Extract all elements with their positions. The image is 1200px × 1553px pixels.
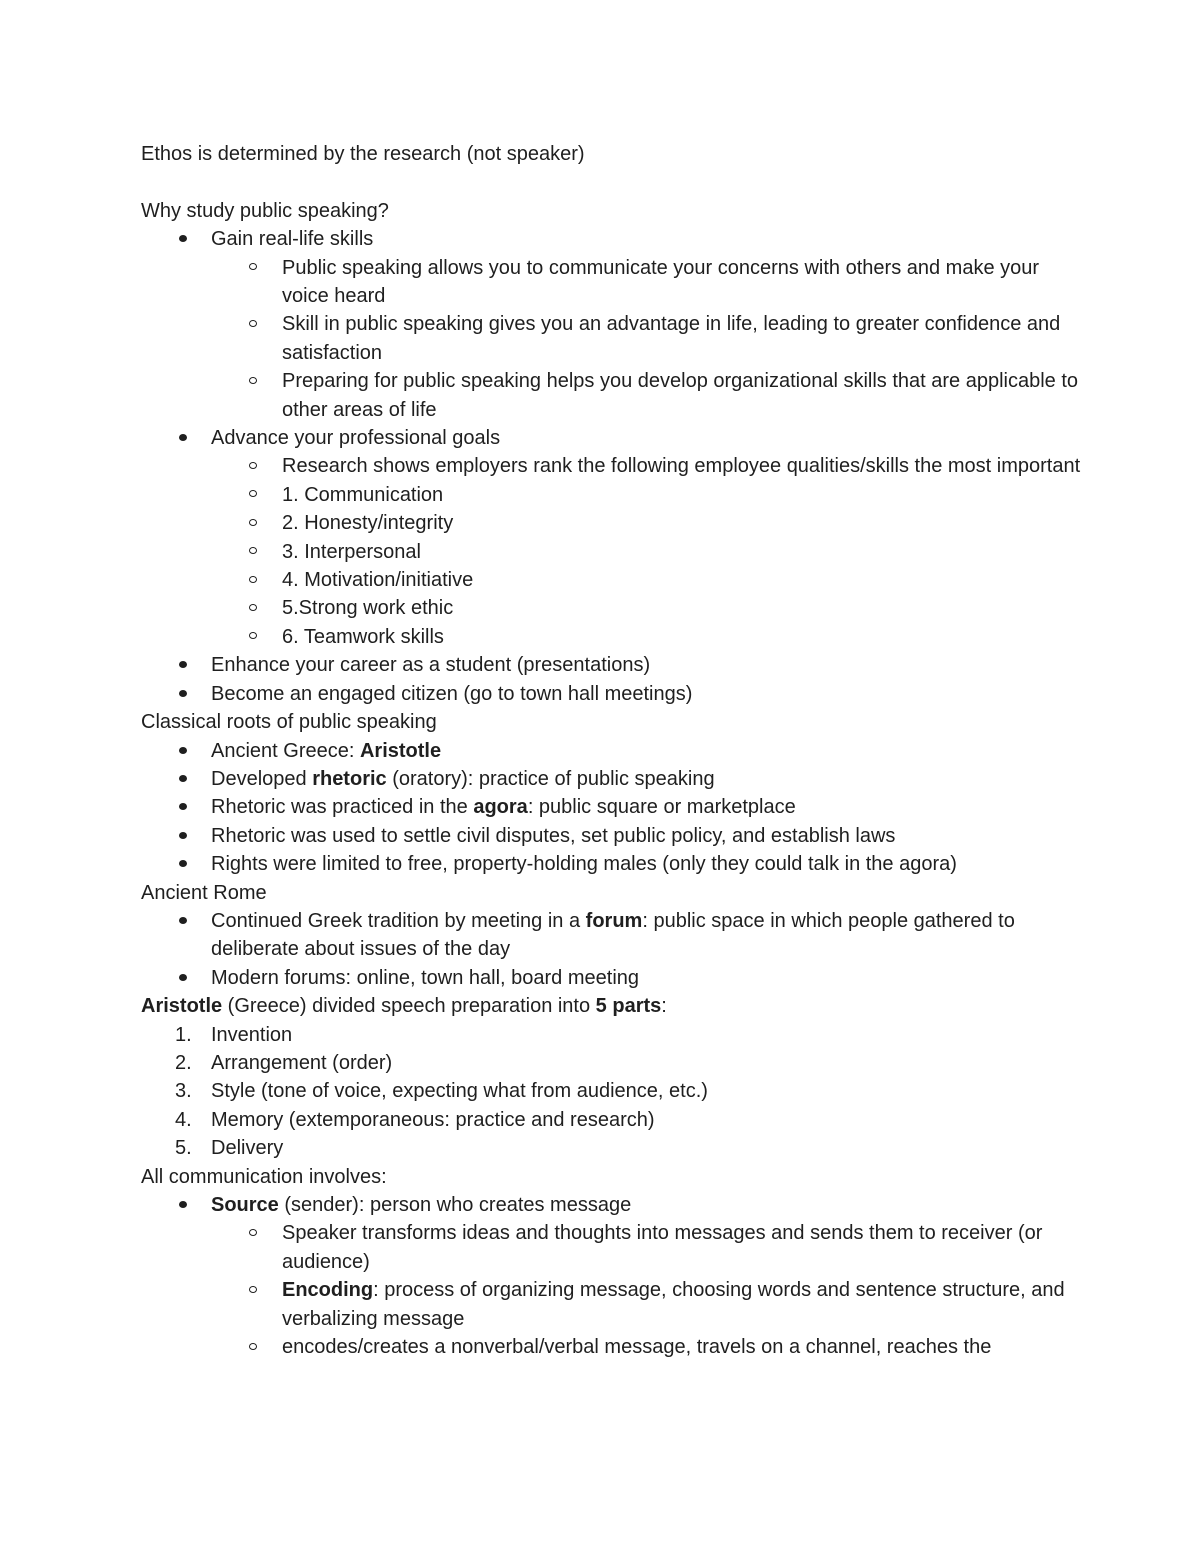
bullet-icon	[179, 434, 187, 441]
list-item: 1. Communication	[141, 481, 1081, 509]
circle-bullet-icon	[249, 519, 257, 526]
list-item: Skill in public speaking gives you an advantage in life, leading to greater confidence and satisfaction	[141, 310, 1081, 367]
list-item: Research shows employers rank the following employee qualities/skills the most important	[141, 452, 1081, 480]
circle-bullet-icon	[249, 1343, 257, 1350]
list-item: Encoding: process of organizing message, choosing words and sentence structure, and verbalizing message	[141, 1276, 1081, 1333]
circle-bullet-icon	[249, 632, 257, 639]
list-item: Modern forums: online, town hall, board meeting	[141, 964, 1081, 992]
bullet-icon	[179, 690, 187, 697]
bullet-icon	[179, 235, 187, 242]
list-item: Advance your professional goals	[141, 424, 1081, 452]
list-item: Become an engaged citizen (go to town hall meetings)	[141, 680, 1081, 708]
numbered-item: 1. Invention	[175, 1023, 293, 1046]
bullet-icon	[179, 661, 187, 668]
list-item: encodes/creates a nonverbal/verbal message, travels on a channel, reaches the	[141, 1333, 1081, 1361]
list-item: Preparing for public speaking helps you develop organizational skills that are applicable to other areas of life	[141, 367, 1081, 424]
bullet-icon	[179, 917, 187, 924]
list-item: 3. Interpersonal	[141, 538, 1081, 566]
rome-heading: Ancient Rome	[141, 881, 267, 904]
list-item: Gain real-life skills	[141, 225, 1081, 253]
circle-bullet-icon	[249, 263, 257, 270]
list-item: Rights were limited to free, property-holding males (only they could talk in the agora)	[141, 850, 1081, 878]
list-item: Public speaking allows you to communicate your concerns with others and make your voice heard	[141, 254, 1081, 311]
numbered-item: 3. Style (tone of voice, expecting what from audience, etc.)	[175, 1080, 708, 1103]
bullet-icon	[179, 775, 187, 782]
circle-bullet-icon	[249, 377, 257, 384]
bullet-icon	[179, 832, 187, 839]
list-item: 5.Strong work ethic	[141, 594, 1081, 622]
bullet-icon	[179, 747, 187, 754]
circle-bullet-icon	[249, 462, 257, 469]
numbered-item: 5. Delivery	[175, 1137, 284, 1160]
list-item: 4. Motivation/initiative	[141, 566, 1081, 594]
numbered-item: 4. Memory (extemporaneous: practice and research)	[175, 1108, 655, 1131]
list-item: Continued Greek tradition by meeting in a forum: public space in which people gathered to deliberate about issues of the day	[141, 907, 1081, 964]
circle-bullet-icon	[249, 604, 257, 611]
circle-bullet-icon	[249, 490, 257, 497]
communication-heading: All communication involves:	[141, 1165, 387, 1188]
list-item: Rhetoric was practiced in the agora: public square or marketplace	[141, 793, 1081, 821]
document-page	[141, 140, 1081, 1361]
circle-bullet-icon	[249, 1229, 257, 1236]
list-item: Rhetoric was used to settle civil disputes, set public policy, and establish laws	[141, 822, 1081, 850]
list-item: 6. Teamwork skills	[141, 623, 1081, 651]
bullet-icon	[179, 1201, 187, 1208]
bullet-icon	[179, 974, 187, 981]
numbered-item: 2. Arrangement (order)	[175, 1051, 393, 1074]
intro-line: Ethos is determined by the research (not speaker)	[141, 143, 585, 165]
aristotle-heading: Aristotle (Greece) divided speech preparation into 5 parts:	[141, 995, 667, 1018]
list-item: Developed rhetoric (oratory): practice of public speaking	[141, 765, 1081, 793]
circle-bullet-icon	[249, 1286, 257, 1293]
bullet-icon	[179, 860, 187, 867]
list-item: Speaker transforms ideas and thoughts into messages and sends them to receiver (or audience)	[141, 1219, 1081, 1276]
circle-bullet-icon	[249, 320, 257, 327]
circle-bullet-icon	[249, 576, 257, 583]
classical-heading: Classical roots of public speaking	[141, 711, 437, 734]
list-item: Source (sender): person who creates message	[141, 1191, 1081, 1219]
bullet-icon	[179, 803, 187, 810]
why-heading: Why study public speaking?	[141, 199, 389, 222]
spacer	[141, 168, 1081, 196]
list-item: Enhance your career as a student (presentations)	[141, 651, 1081, 679]
list-item: 2. Honesty/integrity	[141, 509, 1081, 537]
list-item: Ancient Greece: Aristotle	[141, 737, 1081, 765]
circle-bullet-icon	[249, 547, 257, 554]
